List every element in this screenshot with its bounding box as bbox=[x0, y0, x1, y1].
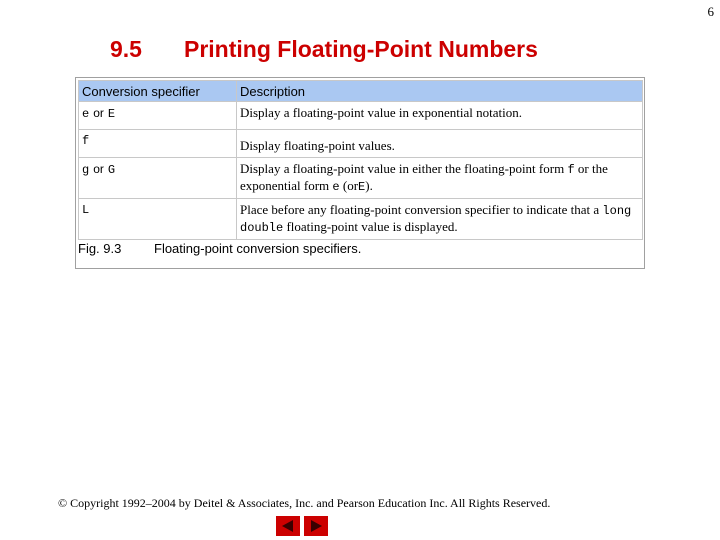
description-text: Display floating-point values. bbox=[240, 138, 395, 153]
table-row bbox=[79, 102, 643, 130]
description-text: or the exponential form bbox=[240, 161, 608, 193]
inline-code: f bbox=[567, 163, 575, 177]
figure-box bbox=[75, 77, 645, 269]
column-header-description: Description bbox=[237, 81, 643, 102]
table-row bbox=[79, 199, 643, 240]
spec-code: L bbox=[82, 203, 90, 217]
table-header-row bbox=[79, 81, 643, 102]
specifier-table bbox=[78, 80, 643, 240]
spec-or: or bbox=[93, 106, 104, 120]
figure-caption bbox=[78, 241, 361, 256]
spec-cell bbox=[79, 130, 237, 158]
page-number: 6 bbox=[707, 4, 714, 19]
copyright-footer: © Copyright 1992–2004 by Deitel & Associates, Inc. and Pearson Education Inc. All Rights Reserved. bbox=[58, 496, 551, 510]
caption-text: Floating-point conversion specifiers. bbox=[154, 241, 362, 256]
previous-slide-button[interactable] bbox=[276, 516, 300, 536]
description-cell bbox=[237, 199, 643, 240]
table-row bbox=[79, 158, 643, 199]
figure-label: Fig. 9.3 bbox=[78, 241, 122, 256]
left-arrow-icon bbox=[280, 519, 296, 533]
description-cell bbox=[237, 158, 643, 199]
spec-code: G bbox=[107, 163, 116, 177]
inline-code: E bbox=[358, 180, 366, 194]
spec-cell bbox=[79, 199, 237, 240]
table-row bbox=[79, 130, 643, 158]
slide-navigation bbox=[276, 516, 328, 536]
description-text: (or bbox=[342, 178, 359, 193]
description-cell bbox=[237, 130, 643, 158]
spec-cell bbox=[79, 158, 237, 199]
spec-code: e bbox=[82, 107, 90, 121]
spec-code: f bbox=[82, 134, 90, 148]
spec-code: E bbox=[107, 107, 116, 121]
slide-title bbox=[110, 36, 538, 63]
spec-or: or bbox=[93, 162, 104, 176]
next-slide-button[interactable] bbox=[304, 516, 328, 536]
description-cell: Display a floating-point value in exponential notation. bbox=[237, 102, 643, 130]
description-text: floating-point value is displayed. bbox=[286, 219, 458, 234]
description-text: ). bbox=[365, 178, 373, 193]
inline-code: e bbox=[332, 180, 340, 194]
section-number: 9.5 bbox=[110, 36, 142, 62]
title-text: Printing Floating-Point Numbers bbox=[184, 36, 538, 62]
column-header-specifier: Conversion specifier bbox=[79, 81, 237, 102]
inline-code: long double bbox=[240, 204, 632, 235]
right-arrow-icon bbox=[308, 519, 324, 533]
description-text: Place before any floating-point conversion specifier to indicate that a bbox=[240, 202, 600, 217]
spec-cell bbox=[79, 102, 237, 130]
description-text: Display a floating-point value in either the floating-point form bbox=[240, 161, 565, 176]
spec-code: g bbox=[82, 163, 90, 177]
